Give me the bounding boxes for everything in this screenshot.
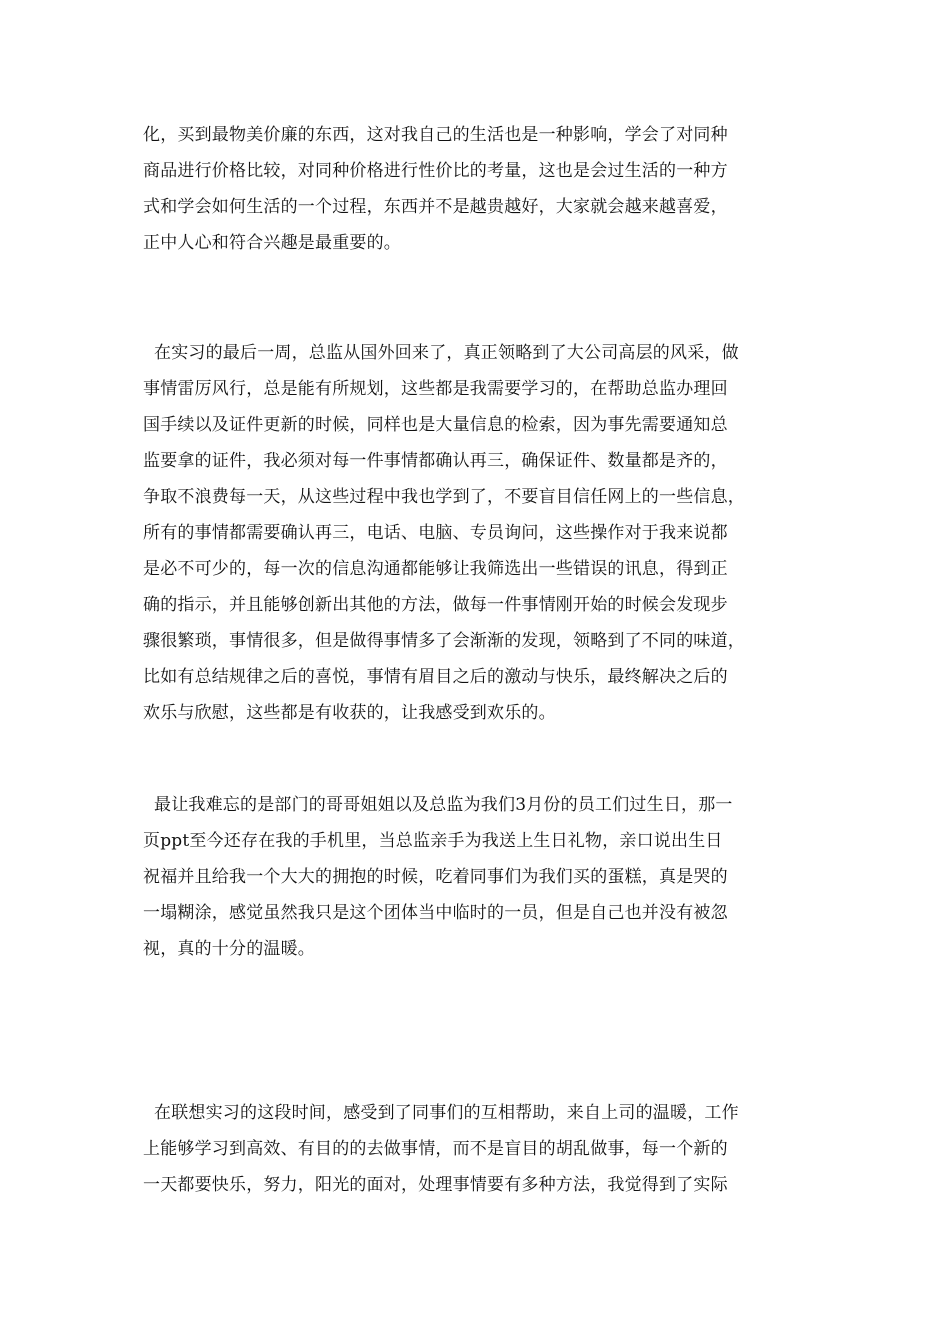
text-line: 上能够学习到高效、有目的的去做事情，而不是盲目的胡乱做事，每一个新的 xyxy=(143,1139,728,1159)
text-line: 一天都要快乐，努力，阳光的面对，处理事情要有多种方法，我觉得到了实际 xyxy=(143,1175,728,1195)
text-line: 商品进行价格比较，对同种价格进行性价比的考量，这也是会过生活的一种方 xyxy=(143,161,728,181)
text-line: 是必不可少的，每一次的信息沟通都能够让我筛选出一些错误的讯息，得到正 xyxy=(143,559,728,579)
text-line: 比如有总结规律之后的喜悦，事情有眉目之后的激动与快乐，最终解决之后的 xyxy=(143,667,728,687)
text-line: 确的指示，并且能够创新出其他的方法，做每一件事情刚开始的时候会发现步 xyxy=(143,595,728,615)
paragraph-1 xyxy=(143,117,813,261)
paragraph-3 xyxy=(143,787,813,967)
paragraph-2 xyxy=(143,335,813,731)
text-line: 争取不浪费每一天，从这些过程中我也学到了，不要盲目信任网上的一些信息， xyxy=(143,487,745,507)
text-line: 一塌糊涂，感觉虽然我只是这个团体当中临时的一员，但是自己也并没有被忽 xyxy=(143,903,728,923)
text-line: 正中人心和符合兴趣是最重要的。 xyxy=(143,233,401,253)
text-line: 欢乐与欣慰，这些都是有收获的，让我感受到欢乐的。 xyxy=(143,703,556,723)
text-line: 式和学会如何生活的一个过程，东西并不是越贵越好，大家就会越来越喜爱， xyxy=(143,197,728,217)
paragraph-4 xyxy=(143,1095,813,1203)
text-line: 监要拿的证件，我必须对每一件事情都确认再三，确保证件、数量都是齐的， xyxy=(143,451,728,471)
text-line: 祝福并且给我一个大大的拥抱的时候，吃着同事们为我们买的蛋糕，真是哭的 xyxy=(143,867,728,887)
text-line: 在联想实习的这段时间，感受到了同事们的互相帮助，来自上司的温暖，工作 xyxy=(154,1103,739,1123)
text-line: 所有的事情都需要确认再三，电话、电脑、专员询问，这些操作对于我来说都 xyxy=(143,523,728,543)
text-line: 页ppt至今还存在我的手机里，当总监亲手为我送上生日礼物，亲口说出生日 xyxy=(143,831,723,851)
text-line: 事情雷厉风行，总是能有所规划，这些都是我需要学习的，在帮助总监办理回 xyxy=(143,379,728,399)
text-line: 化，买到最物美价廉的东西，这对我自己的生活也是一种影响，学会了对同种 xyxy=(143,125,728,145)
text-line: 骤很繁琐，事情很多，但是做得事情多了会渐渐的发现，领略到了不同的味道， xyxy=(143,631,745,651)
text-line: 国手续以及证件更新的时候，同样也是大量信息的检索，因为事先需要通知总 xyxy=(143,415,728,435)
text-line: 在实习的最后一周，总监从国外回来了，真正领略到了大公司高层的风采，做 xyxy=(154,343,739,363)
text-line: 视，真的十分的温暖。 xyxy=(143,939,315,959)
text-line: 最让我难忘的是部门的哥哥姐姐以及总监为我们3月份的员工们过生日，那一 xyxy=(154,795,733,815)
